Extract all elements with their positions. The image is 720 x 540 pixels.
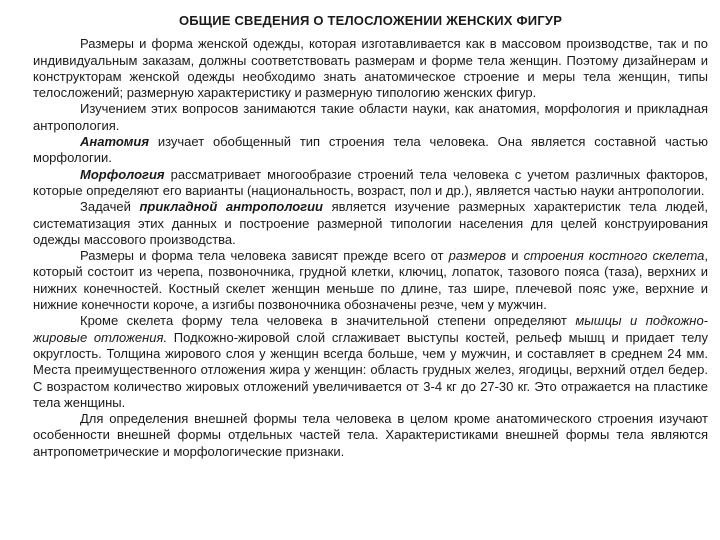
anthropology-pre: Задачей [80, 199, 140, 215]
paragraph-sciences: Изучением этих вопросов занимаются такие области науки, как анатомия, морфология и прикладная антропология. [33, 101, 708, 133]
skeleton-pre: Размеры и форма тела человека зависят прежде всего от [80, 248, 449, 264]
muscles-italic: мышцы и подкожно-жировые отложения. [33, 313, 709, 345]
paragraph-anthropology [33, 199, 708, 248]
morphology-text: рассматривает многообразие строений тела человека с учетом различных факторов, которые определяют его варианты (национальность, возраст, пол и др.), является частью науки антропологии. [33, 166, 708, 198]
skeleton-mid: и [506, 248, 524, 264]
skeleton-italic-sizes: размеров [448, 248, 507, 264]
anthropology-text: является изучение размерных характеристик тела людей, систематизация этих данных и построение размерной типологии населения для целей конструирования одежды массового производства. [33, 199, 708, 247]
muscles-text: Подкожно-жировой слой сглаживает выступы костей, рельеф мышц и придает телу округлость. Толщина жирового слоя у женщин всегда больше, чем у мужчин, и составляет в среднем 24 мм. Места преимущественного отложения жира у женщин: область грудных желез, ягодицы, верхний отдел бедер. С возрастом количество жировых отложений увеличивается от 3-4 кг до 27-30 кг. Это отражается на пластике тела женщины. [33, 329, 708, 410]
paragraph-intro: Размеры и форма женской одежды, которая изготавливается как в массовом производстве, так и по индивидуальным заказам, должны соответствовать размерам и форме тела женщин. Поэтому дизайнерам и конструкторам женской одежды необходимо знать анатомическое строение и меры тела женщин, типы телосложений; размерную характеристику и размерную типологию женских фигур. [33, 36, 708, 101]
term-applied-anthropology: прикладной антропологии [139, 199, 323, 215]
paragraph-muscles [33, 313, 708, 411]
paragraph-morphology [33, 167, 708, 200]
document-title: ОБЩИЕ СВЕДЕНИЯ О ТЕЛОСЛОЖЕНИИ ЖЕНСКИХ ФИГУР [178, 13, 563, 28]
muscles-pre: Кроме скелета форму тела человека в значительной степени определяют [80, 313, 576, 329]
term-morphology: Морфология [80, 166, 165, 182]
paragraph-external-form: Для определения внешней формы тела человека в целом кроме анатомического строения изучают особенности внешней формы отдельных частей тела. Характеристиками внешней формы тела являются антропометрические и морфологические признаки. [33, 411, 708, 459]
paragraph-skeleton [33, 248, 708, 313]
paragraph-anatomy [33, 134, 708, 167]
anatomy-text: изучает обобщенный тип строения тела человека. Она является составной частью морфологии. [33, 134, 708, 166]
skeleton-text: , который состоит из черепа, позвоночника, грудной клетки, ключиц, лопаток, тазового пояса (таза), верхних и нижних конечностей. Костный скелет женщин меньше по длине, таз шире, плечевой пояс уже, верхние и нижние конечности короче, а изгибы позвоночника обозначены резче, чем у мужчин. [33, 248, 708, 313]
skeleton-italic-structure: строения костного скелета [523, 248, 705, 264]
term-anatomy: Анатомия [80, 134, 150, 150]
